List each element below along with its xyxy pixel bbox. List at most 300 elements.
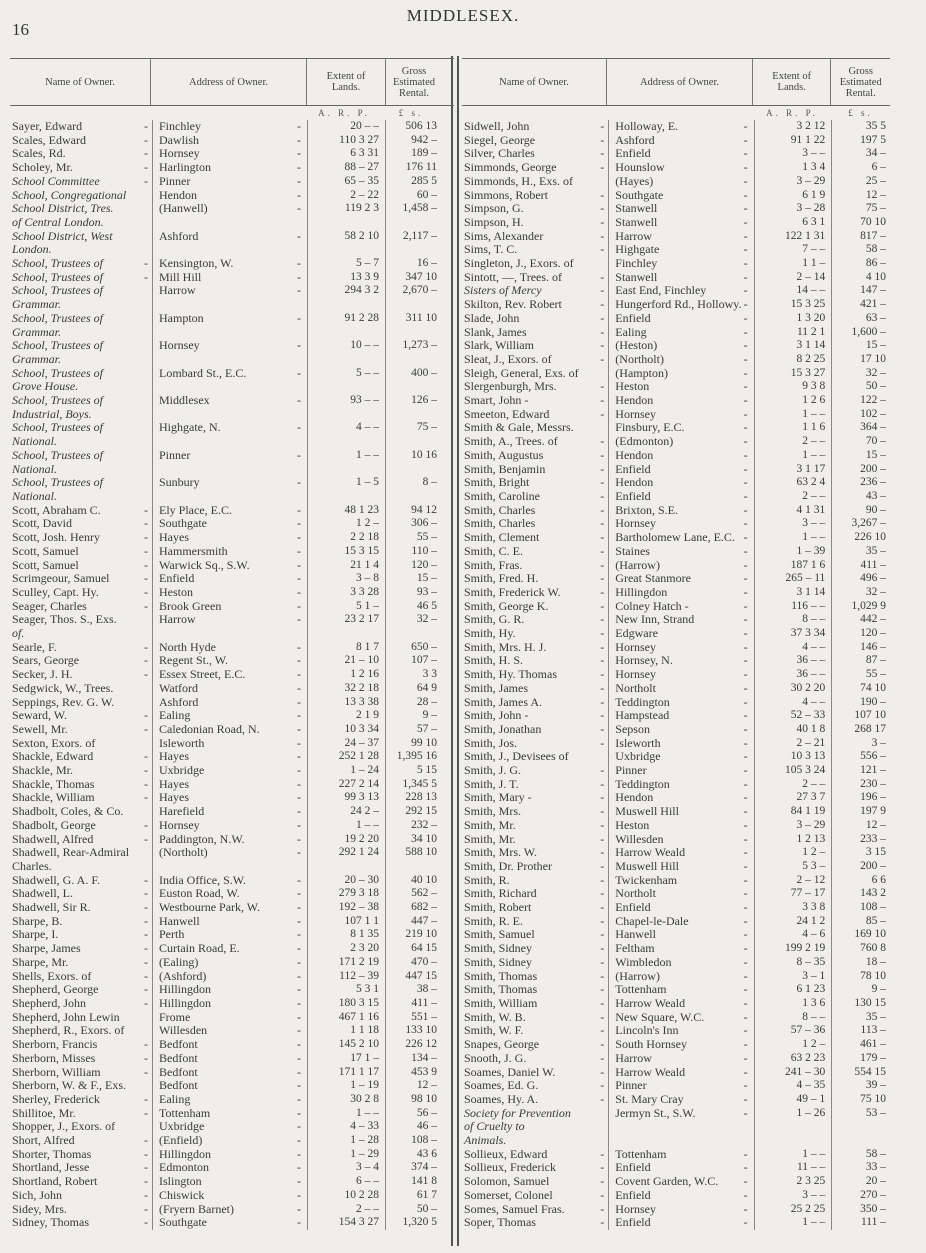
units-row bbox=[462, 108, 890, 120]
owner-name bbox=[10, 531, 152, 545]
owner-name-text: Smith, George K. bbox=[464, 599, 549, 613]
owner-address bbox=[152, 1107, 307, 1121]
owner-name-text: Smith, C. E. bbox=[464, 544, 524, 558]
owner-name bbox=[462, 874, 608, 888]
owner-address-text: Hornsey bbox=[615, 1202, 656, 1216]
owner-name bbox=[10, 874, 152, 888]
table-row bbox=[10, 545, 454, 559]
owner-address-text: Hayes bbox=[159, 531, 189, 545]
owner-address bbox=[608, 134, 753, 148]
gross-rental: 347 10 bbox=[385, 271, 441, 285]
leader-dash: - bbox=[144, 791, 148, 805]
table-row bbox=[10, 764, 454, 778]
owner-address bbox=[608, 175, 753, 189]
leader-dash: - bbox=[144, 955, 148, 969]
owner-name-continuation: of Central London. bbox=[12, 215, 104, 229]
owner-name bbox=[462, 1079, 608, 1093]
land-extent: 3 1 17 bbox=[754, 463, 832, 477]
owner-address bbox=[608, 202, 753, 216]
table-row bbox=[462, 819, 890, 833]
leader-dash: - bbox=[600, 407, 605, 421]
leader-dash: - bbox=[600, 311, 605, 325]
leader-dash: - bbox=[144, 174, 148, 188]
land-extent: 1 – – bbox=[307, 819, 385, 833]
leader-dash: - bbox=[600, 722, 605, 736]
table-row bbox=[10, 600, 454, 614]
gross-rental: 421 – bbox=[831, 298, 890, 312]
land-extent: 1 1 6 bbox=[754, 421, 832, 435]
gross-rental: 942 – bbox=[385, 134, 441, 148]
gross-rental-empty bbox=[385, 380, 441, 394]
owner-address-text: Highgate bbox=[615, 243, 660, 257]
owner-name-text: Slergenburgh, Mrs. bbox=[464, 380, 557, 394]
owner-name bbox=[462, 545, 608, 559]
owner-name-text: Somerset, Colonel bbox=[464, 1188, 553, 1202]
land-extent: 91 2 28 bbox=[307, 312, 385, 326]
owner-address-text: (Northolt) bbox=[159, 846, 208, 860]
leader-dash: - bbox=[743, 215, 748, 229]
table-row bbox=[462, 723, 890, 737]
owner-name-text: Smith, Hy. Thomas bbox=[464, 668, 558, 682]
land-extent: 57 – 36 bbox=[754, 1024, 832, 1038]
land-extent: 5 – – bbox=[307, 367, 385, 381]
owner-name bbox=[10, 983, 152, 997]
owner-address bbox=[608, 161, 753, 175]
owner-name bbox=[10, 613, 152, 627]
leader-dash: - bbox=[297, 311, 301, 325]
owner-address-text: East End, Finchley bbox=[615, 284, 707, 298]
owner-address-text: Hillingdon bbox=[159, 1147, 212, 1161]
owner-address bbox=[152, 942, 307, 956]
gross-rental: 75 – bbox=[831, 202, 890, 216]
leader-dash: - bbox=[600, 489, 605, 503]
owner-name bbox=[462, 463, 608, 477]
owner-address bbox=[152, 1052, 307, 1066]
land-extent: 48 1 23 bbox=[307, 504, 385, 518]
gross-rental: 760 8 bbox=[831, 942, 890, 956]
table-row bbox=[10, 1120, 454, 1134]
owner-address bbox=[152, 257, 307, 271]
leader-dash: - bbox=[297, 257, 301, 271]
gross-rental: 3 3 bbox=[385, 668, 441, 682]
table-row bbox=[10, 1161, 454, 1175]
owner-name-text: Seward, W. bbox=[12, 709, 67, 723]
land-extent-empty bbox=[307, 380, 385, 394]
owner-name-text: Sedgwick, W., Trees. bbox=[12, 681, 114, 695]
land-extent: 15 3 27 bbox=[754, 367, 832, 381]
gross-rental: 53 – bbox=[831, 1107, 890, 1121]
owner-name-text: Shells, Exors. of bbox=[12, 969, 92, 983]
land-extent: 9 3 8 bbox=[754, 380, 832, 394]
owner-name bbox=[462, 449, 608, 463]
land-extent: 3 – 29 bbox=[754, 819, 832, 833]
owner-address-text: Hendon bbox=[159, 188, 197, 202]
leader-dash: - bbox=[297, 942, 301, 956]
left-table-body bbox=[10, 120, 454, 1230]
land-extent: 2 – – bbox=[754, 778, 832, 792]
owner-address bbox=[608, 723, 753, 737]
leader-dash: - bbox=[743, 846, 748, 860]
owner-name bbox=[462, 709, 608, 723]
owner-name bbox=[10, 517, 152, 531]
leader-dash: - bbox=[144, 1161, 148, 1175]
owner-address-text: Wimbledon bbox=[615, 955, 672, 969]
owner-address-text: Westbourne Park, W. bbox=[159, 901, 261, 915]
table-row bbox=[10, 723, 454, 737]
owner-name-continuation: London. bbox=[12, 243, 52, 257]
gross-rental: 554 15 bbox=[831, 1066, 890, 1080]
table-row bbox=[462, 887, 890, 901]
land-extent: 8 – – bbox=[754, 1011, 832, 1025]
leader-dash: - bbox=[743, 791, 748, 805]
owner-address bbox=[608, 572, 753, 586]
owner-name-text: School, Congregational bbox=[12, 188, 127, 202]
owner-address-text: (Ashford) bbox=[159, 969, 207, 983]
leader-dash: - bbox=[600, 517, 605, 531]
land-extent: 10 2 28 bbox=[307, 1189, 385, 1203]
land-extent: 154 3 27 bbox=[307, 1216, 385, 1230]
land-extent: 30 2 20 bbox=[754, 682, 832, 696]
owner-name bbox=[10, 120, 152, 134]
leader-dash: - bbox=[600, 942, 605, 956]
leader-dash: - bbox=[144, 161, 148, 175]
gross-rental: 120 – bbox=[385, 559, 441, 573]
owner-name bbox=[462, 353, 608, 367]
land-extent: 40 1 8 bbox=[754, 723, 832, 737]
owner-address bbox=[608, 654, 753, 668]
land-extent: 1 3 4 bbox=[754, 161, 832, 175]
gross-rental: 126 – bbox=[385, 394, 441, 408]
table-row bbox=[10, 1066, 454, 1080]
owner-name-text: Seager, Charles bbox=[12, 599, 87, 613]
owner-address bbox=[608, 298, 753, 312]
leader-dash: - bbox=[297, 722, 301, 736]
owner-name bbox=[462, 1011, 608, 1025]
gross-rental: 43 – bbox=[831, 490, 890, 504]
owner-address-text: (Heston) bbox=[615, 339, 658, 353]
owner-name-text: Sherborn, Francis bbox=[12, 1038, 98, 1052]
gross-rental: 75 – bbox=[385, 421, 441, 435]
owner-name bbox=[10, 230, 152, 244]
land-extent: 13 3 9 bbox=[307, 271, 385, 285]
owner-name-text: Sayer, Edward bbox=[12, 120, 83, 133]
owner-address-text: Hayes bbox=[159, 791, 189, 805]
table-row bbox=[462, 435, 890, 449]
table-row bbox=[462, 134, 890, 148]
land-extent: 187 1 6 bbox=[754, 559, 832, 573]
leader-dash: - bbox=[144, 572, 148, 586]
gross-rental: 75 10 bbox=[831, 1093, 890, 1107]
table-row bbox=[462, 874, 890, 888]
land-extent: 36 – – bbox=[754, 654, 832, 668]
owner-name bbox=[10, 928, 152, 942]
owner-name-text: Sisters of Mercy bbox=[464, 284, 542, 298]
land-extent: 1 2 16 bbox=[307, 668, 385, 682]
owner-name-text: Soames, Hy. A. bbox=[464, 1092, 539, 1106]
owner-address-text: Frome bbox=[159, 1010, 191, 1024]
leader-dash: - bbox=[600, 1065, 605, 1079]
land-extent: 1 – 26 bbox=[754, 1107, 832, 1121]
gross-rental: 447 15 bbox=[385, 970, 441, 984]
table-row bbox=[10, 737, 454, 751]
owner-address-text: Staines bbox=[615, 544, 650, 558]
owner-name bbox=[462, 846, 608, 860]
leader-dash: - bbox=[144, 969, 148, 983]
gross-rental: 8 – bbox=[385, 476, 441, 490]
owner-name-text: Smith, Charles bbox=[464, 503, 536, 517]
owner-address bbox=[152, 750, 307, 764]
leader-dash: - bbox=[600, 503, 605, 517]
leader-dash: - bbox=[600, 572, 605, 586]
land-extent: 27 3 7 bbox=[754, 791, 832, 805]
owner-name-text: Smith, Hy. bbox=[464, 627, 516, 641]
land-extent: 3 3 28 bbox=[307, 586, 385, 600]
leader-dash: - bbox=[600, 627, 605, 641]
table-row bbox=[462, 490, 890, 504]
leader-dash: - bbox=[144, 873, 148, 887]
gross-rental: 350 – bbox=[831, 1203, 890, 1217]
owner-name-text: Sims, Alexander bbox=[464, 229, 544, 243]
leader-dash: - bbox=[144, 1092, 148, 1106]
table-row bbox=[10, 997, 454, 1011]
gross-rental: 12 – bbox=[831, 819, 890, 833]
leader-dash: - bbox=[297, 120, 301, 133]
land-extent: 2 2 18 bbox=[307, 531, 385, 545]
leader-dash: - bbox=[743, 914, 748, 928]
owner-address-text: North Hyde bbox=[159, 640, 216, 654]
table-row bbox=[462, 860, 890, 874]
land-extent: 6 3 1 bbox=[754, 216, 832, 230]
land-extent: 6 1 23 bbox=[754, 983, 832, 997]
leader-dash: - bbox=[297, 202, 301, 216]
owner-address bbox=[152, 997, 307, 1011]
leader-dash: - bbox=[743, 1161, 748, 1175]
gross-rental-empty bbox=[831, 1134, 890, 1148]
owner-name bbox=[10, 586, 152, 600]
table-row bbox=[462, 600, 890, 614]
land-extent-empty bbox=[307, 490, 385, 504]
land-extent: 21 1 4 bbox=[307, 559, 385, 573]
owner-address-text: Holloway, E. bbox=[615, 120, 679, 133]
gross-rental: 87 – bbox=[831, 654, 890, 668]
owner-address-text: Great Stanmore bbox=[615, 572, 691, 586]
table-row bbox=[10, 833, 454, 847]
gross-rental: 93 – bbox=[385, 586, 441, 600]
gross-rental: 34 10 bbox=[385, 833, 441, 847]
leader-dash: - bbox=[144, 914, 148, 928]
table-row-continuation bbox=[10, 216, 454, 230]
owner-name bbox=[10, 147, 152, 161]
owner-name bbox=[462, 791, 608, 805]
gross-rental: 1,029 9 bbox=[831, 600, 890, 614]
owner-name bbox=[10, 1024, 152, 1038]
land-extent: 65 – 35 bbox=[307, 175, 385, 189]
owner-address-text: Teddington bbox=[615, 695, 670, 709]
owner-address bbox=[608, 613, 753, 627]
owner-name-text: Sharpe, Mr. bbox=[12, 955, 69, 969]
land-extent: 11 – – bbox=[754, 1161, 832, 1175]
owner-name-text: Shadwell, Sir R. bbox=[12, 901, 91, 915]
owner-address-text: Hounslow bbox=[615, 161, 665, 175]
owner-name-text: Seager, Thos. S., Exs. bbox=[12, 613, 117, 627]
owner-name bbox=[10, 545, 152, 559]
owner-address bbox=[152, 819, 307, 833]
owner-address bbox=[608, 627, 753, 641]
land-extent-empty bbox=[307, 408, 385, 422]
owner-address-empty bbox=[152, 216, 307, 230]
table-row bbox=[10, 1189, 454, 1203]
gross-rental: 9 – bbox=[831, 983, 890, 997]
gross-rental: 197 5 bbox=[831, 134, 890, 148]
owner-address-text: Hillingdon bbox=[159, 997, 212, 1010]
owner-name-text: Shadwell, L. bbox=[12, 887, 73, 901]
leader-dash: - bbox=[297, 531, 301, 545]
owner-name bbox=[10, 682, 152, 696]
table-row bbox=[10, 696, 454, 710]
gross-rental: 147 – bbox=[831, 284, 890, 298]
table-row bbox=[462, 189, 890, 203]
land-extent: 1 – – bbox=[754, 449, 832, 463]
owner-address-text: Hornsey bbox=[615, 640, 656, 654]
owner-name bbox=[462, 997, 608, 1011]
land-extent-empty bbox=[307, 216, 385, 230]
owner-name bbox=[462, 271, 608, 285]
land-extent: 3 – 1 bbox=[754, 970, 832, 984]
leader-dash: - bbox=[743, 407, 748, 421]
table-row bbox=[10, 983, 454, 997]
right-table-body bbox=[462, 120, 890, 1230]
owner-address-text: Ely Place, E.C. bbox=[159, 503, 232, 517]
owner-address bbox=[152, 230, 307, 244]
land-extent: 4 – – bbox=[754, 696, 832, 710]
leader-dash: - bbox=[297, 599, 301, 613]
owner-name-text: School Committee bbox=[12, 174, 100, 188]
table-row bbox=[10, 531, 454, 545]
leader-dash: - bbox=[743, 503, 748, 517]
owner-name bbox=[10, 915, 152, 929]
leader-dash: - bbox=[297, 270, 301, 284]
page-title: MIDDLESEX. bbox=[406, 6, 520, 25]
leader-dash: - bbox=[144, 928, 148, 942]
land-extent: 2 – 22 bbox=[307, 189, 385, 203]
gross-rental: 496 – bbox=[831, 572, 890, 586]
land-extent: 84 1 19 bbox=[754, 805, 832, 819]
owner-address bbox=[152, 271, 307, 285]
land-extent: 171 2 19 bbox=[307, 956, 385, 970]
table-row bbox=[10, 504, 454, 518]
owner-name bbox=[462, 627, 608, 641]
leader-dash: - bbox=[600, 229, 605, 243]
owner-name-text: Smith, R. E. bbox=[464, 914, 524, 928]
gross-rental: 374 – bbox=[385, 1161, 441, 1175]
owner-name-text: Sharpe, B. bbox=[12, 914, 63, 928]
owner-name-text: Somes, Samuel Fras. bbox=[464, 1202, 565, 1216]
owner-address bbox=[608, 1148, 753, 1162]
owner-address bbox=[152, 1161, 307, 1175]
owner-name bbox=[462, 1107, 608, 1121]
owner-address-text: Enfield bbox=[615, 462, 651, 476]
owner-address bbox=[608, 147, 753, 161]
gross-rental: 58 – bbox=[831, 1148, 890, 1162]
owner-name-text: Smith, J., Devisees of bbox=[464, 750, 569, 764]
owner-name-text: School, Trustees of bbox=[12, 311, 104, 325]
owner-name-text: Shackle, Edward bbox=[12, 750, 94, 764]
owner-address bbox=[608, 1175, 753, 1189]
owner-name-text: Sleat, J., Exors. of bbox=[464, 352, 552, 366]
leader-dash: - bbox=[297, 147, 301, 161]
owner-name-continuation: Charles. bbox=[12, 859, 52, 873]
land-extent: 294 3 2 bbox=[307, 284, 385, 298]
leader-dash: - bbox=[600, 161, 605, 175]
owner-name-text: Soames, Ed. G. bbox=[464, 1079, 539, 1093]
leader-dash: - bbox=[297, 1010, 301, 1024]
table-row bbox=[462, 339, 890, 353]
table-row bbox=[462, 1175, 890, 1189]
owner-address-text: Enfield bbox=[615, 147, 651, 161]
leader-dash: - bbox=[743, 531, 748, 545]
owner-address-text: Lincoln's Inn bbox=[615, 1024, 679, 1038]
gross-rental: 46 – bbox=[385, 1120, 441, 1134]
leader-dash: - bbox=[600, 914, 605, 928]
owner-name bbox=[10, 997, 152, 1011]
land-extent: 20 – 30 bbox=[307, 874, 385, 888]
header-rental: Gross Estimated Rental. bbox=[393, 65, 435, 99]
table-row bbox=[10, 1203, 454, 1217]
table-row bbox=[10, 120, 454, 134]
gross-rental: 306 – bbox=[385, 517, 441, 531]
owner-name-text: Scholey, Mr. bbox=[12, 161, 73, 175]
owner-address bbox=[608, 476, 753, 490]
owner-name bbox=[462, 120, 608, 134]
owner-name-text: Simmonds, H., Exs. of bbox=[464, 174, 574, 188]
owner-address-text: Ealing bbox=[159, 709, 191, 723]
land-extent: 13 3 38 bbox=[307, 696, 385, 710]
owner-address-text: Chiswick bbox=[159, 1188, 205, 1202]
owner-name-text: Shorter, Thomas bbox=[12, 1147, 92, 1161]
land-extent: 30 2 8 bbox=[307, 1093, 385, 1107]
owner-name-text: Sims, T. C. bbox=[464, 243, 518, 257]
land-extent: 37 3 34 bbox=[754, 627, 832, 641]
land-extent: 5 3 1 bbox=[307, 983, 385, 997]
gross-rental: 111 – bbox=[831, 1216, 890, 1230]
gross-rental: 1,273 – bbox=[385, 339, 441, 353]
owner-address-text: Harrow Weald bbox=[615, 997, 686, 1010]
leader-dash: - bbox=[297, 914, 301, 928]
owner-name-text: Smith, Mr. bbox=[464, 818, 516, 832]
table-row bbox=[462, 997, 890, 1011]
leader-dash: - bbox=[743, 435, 748, 449]
owner-name bbox=[462, 901, 608, 915]
table-row bbox=[462, 175, 890, 189]
owner-name-continuation: National. bbox=[12, 435, 58, 449]
owner-name-text: Sleigh, General, Exs. of bbox=[464, 366, 579, 380]
table-row bbox=[462, 202, 890, 216]
land-extent: 1 2 – bbox=[307, 517, 385, 531]
owner-address-text: Enfield bbox=[615, 1188, 651, 1202]
land-extent: 36 – – bbox=[754, 668, 832, 682]
owner-address-text: Harrow bbox=[615, 229, 652, 243]
land-extent: 52 – 33 bbox=[754, 709, 832, 723]
owner-address-text: South Hornsey bbox=[615, 1038, 687, 1052]
leader-dash: - bbox=[144, 257, 148, 271]
header-extent: Extent of Lands. bbox=[307, 59, 386, 105]
land-extent: 1 – – bbox=[307, 1107, 385, 1121]
table-row bbox=[10, 202, 454, 216]
owner-name-text: Scott, Samuel bbox=[12, 558, 79, 572]
land-extent: 1 – 29 bbox=[307, 1148, 385, 1162]
owner-address-text: Heston bbox=[159, 585, 193, 599]
leader-dash: - bbox=[600, 558, 605, 572]
